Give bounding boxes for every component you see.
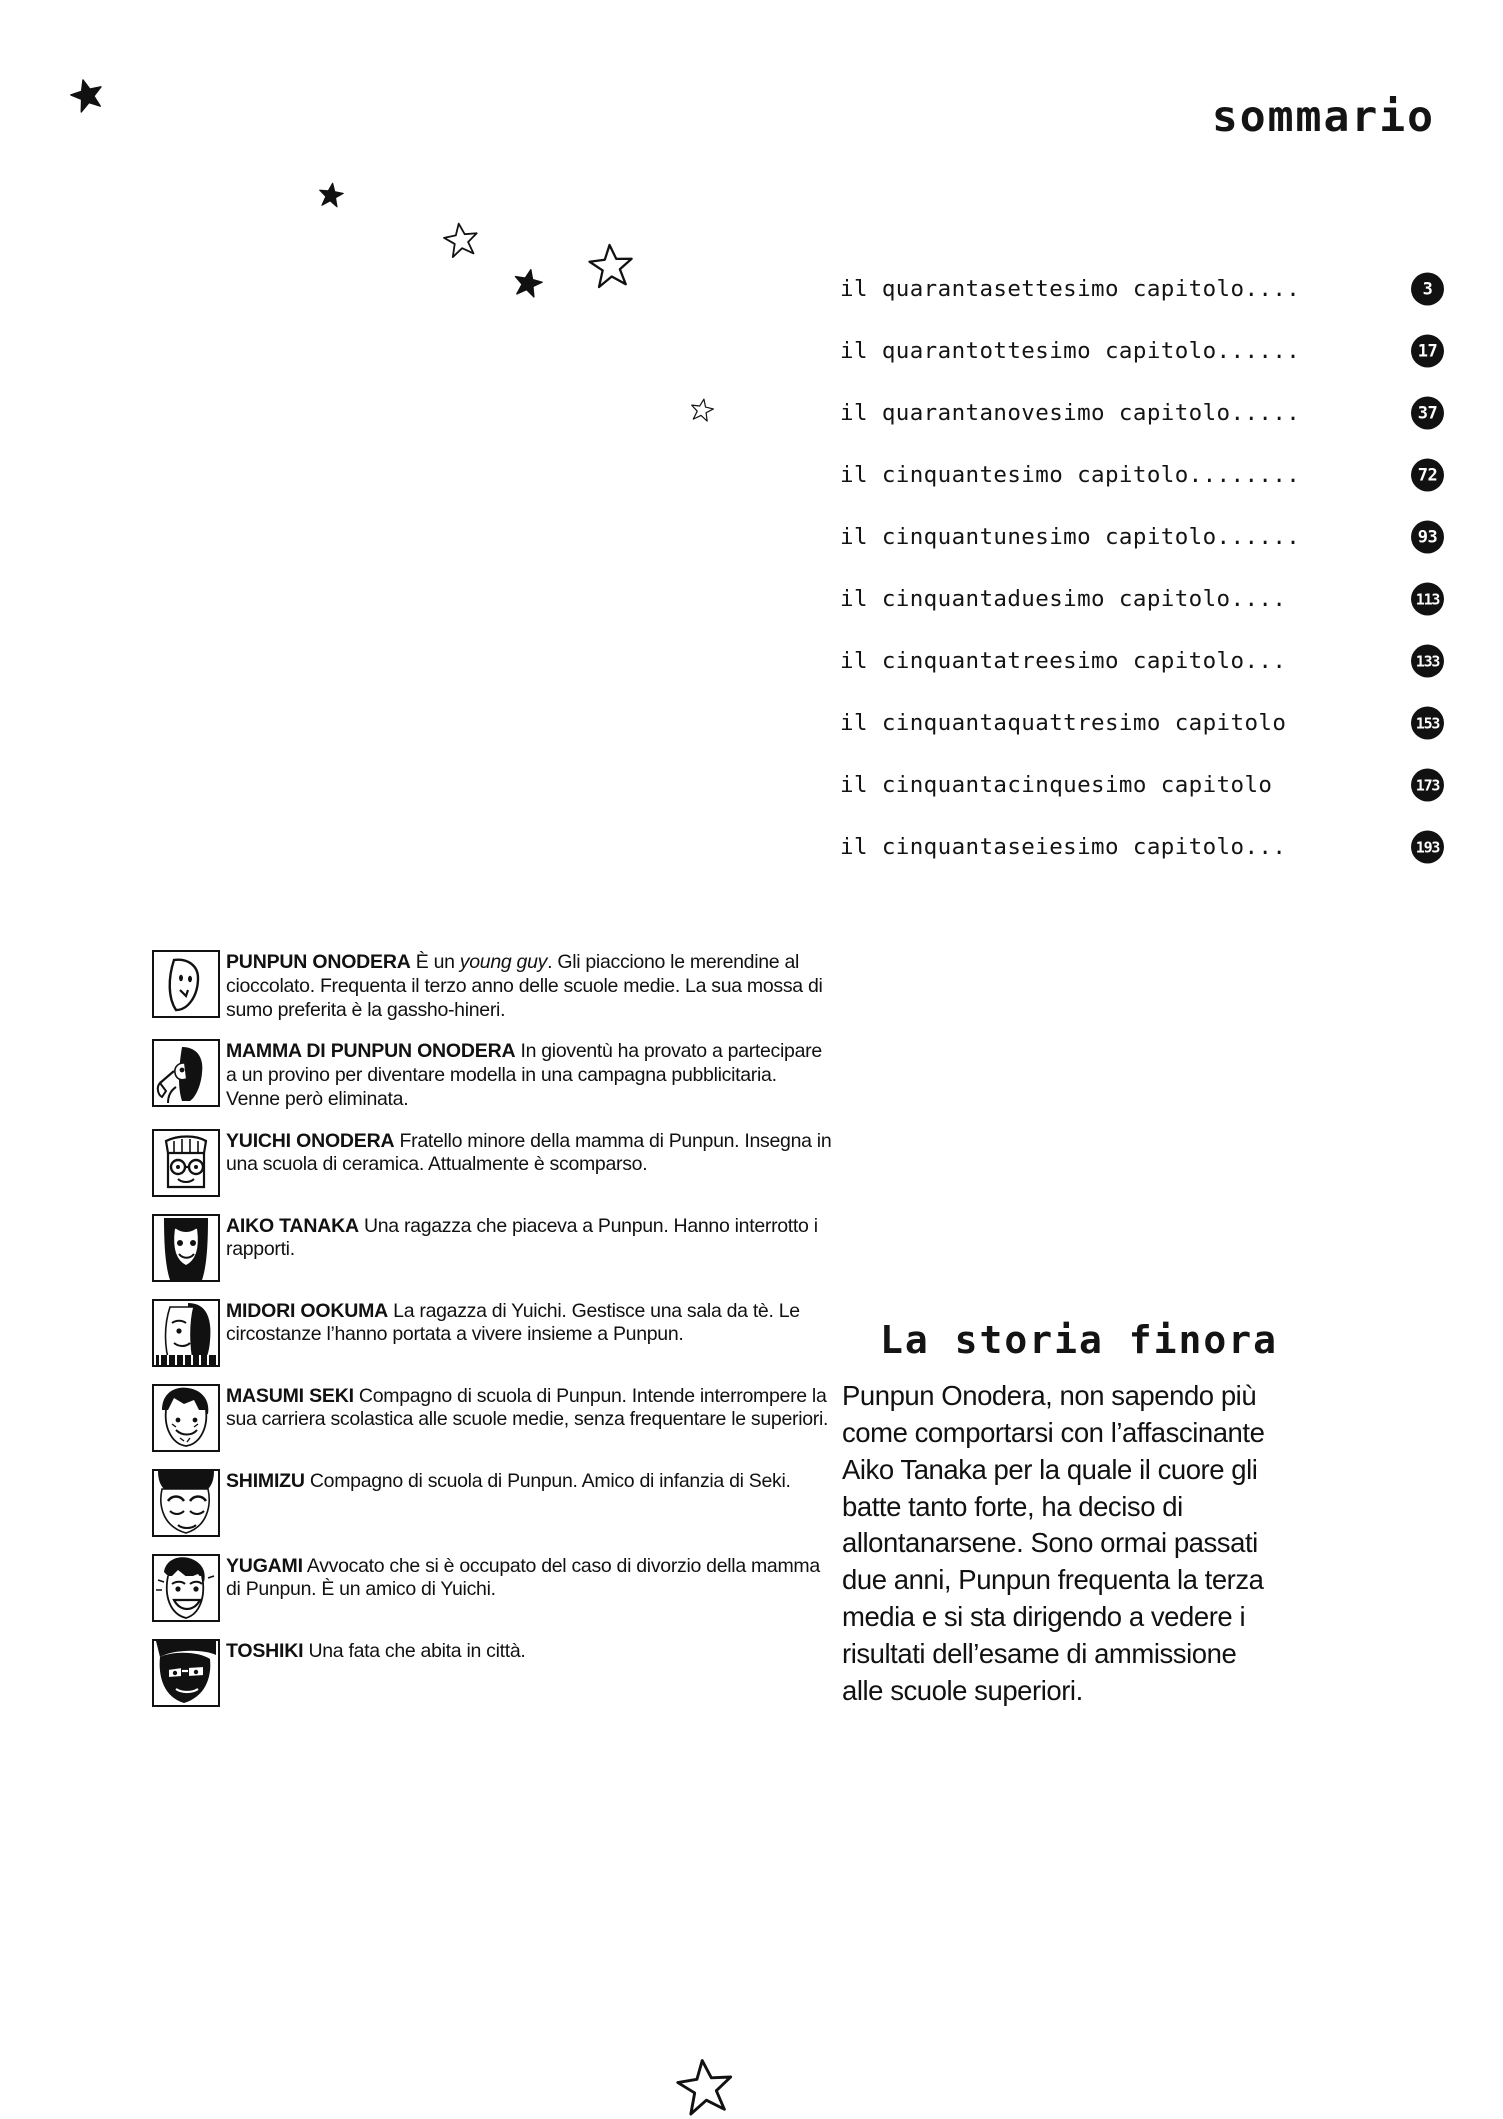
yugami-portrait <box>152 1554 220 1622</box>
toshiki-portrait <box>152 1639 220 1707</box>
toc-page-number-badge: 3 <box>1411 273 1444 306</box>
star-outline-upper-mid-icon <box>443 222 479 258</box>
toc-entry-label: il cinquantatreesimo capitolo <box>840 648 1245 674</box>
character-description <box>226 1554 832 1603</box>
character-description-text: Avvocato che si è occupato del caso di divorzio della mamma di Punpun. È un amico di Yuichi. <box>226 1554 820 1601</box>
character-name: AIKO TANAKA <box>226 1214 359 1237</box>
toc-page-number-badge: 153 <box>1411 707 1444 740</box>
character-list <box>152 950 832 1724</box>
character-description <box>226 1129 832 1178</box>
toc-entry-label: il quarantottesimo capitolo <box>840 338 1217 364</box>
character-description <box>226 1469 791 1494</box>
toc-entry-label: il cinquantaquattresimo capitolo <box>840 710 1287 736</box>
character-name: TOSHIKI <box>226 1639 304 1662</box>
toc-dot-leader: ..... <box>1230 400 1301 426</box>
yuichi-portrait <box>152 1129 220 1197</box>
character-description-text: La ragazza di Yuichi. Gestisce una sala da tè. Le circostanze l’hanno portata a vivere insieme a Punpun. <box>226 1299 800 1346</box>
toc-entry-label: il cinquantaseiesimo capitolo <box>840 834 1245 860</box>
star-filled-upper-mid-icon <box>318 182 344 208</box>
toc-dot-leader: ... <box>1244 648 1287 674</box>
toc-entry[interactable] <box>840 258 1460 320</box>
toc-entry-label: il quarantanovesimo capitolo <box>840 400 1231 426</box>
toc-entry[interactable] <box>840 320 1460 382</box>
character-description-emphasis: young guy <box>459 951 548 973</box>
character-entry <box>152 1469 832 1537</box>
toc-dot-leader: ...... <box>1216 338 1301 364</box>
character-name: SHIMIZU <box>226 1469 305 1492</box>
character-description-text: È un <box>410 951 460 973</box>
star-outline-bottom-icon <box>676 2058 734 2116</box>
character-description-text: Compagno di scuola di Punpun. Amico di infanzia di Seki. <box>304 1469 791 1492</box>
toc-dot-leader: ... <box>1244 834 1287 860</box>
star-filled-mid-icon <box>513 268 543 298</box>
aiko-portrait <box>152 1214 220 1282</box>
mamma-portrait <box>152 1039 220 1107</box>
toc-page-number-badge: 72 <box>1411 459 1444 492</box>
character-description-text: Una ragazza che piaceva a Punpun. Hanno interrotto i rapporti. <box>226 1214 818 1261</box>
toc-page-number-badge: 113 <box>1411 583 1444 616</box>
story-so-far-title: La storia finora <box>880 1318 1279 1362</box>
toc-dot-leader: .... <box>1244 276 1301 302</box>
character-entry <box>152 1384 832 1452</box>
character-description <box>226 1039 832 1111</box>
character-entry <box>152 1639 832 1707</box>
character-description-text: Fratello minore della mamma di Punpun. Insegna in una scuola di ceramica. Attualmente è scomparso. <box>226 1129 832 1176</box>
character-name: MAMMA DI PUNPUN ONODERA <box>226 1040 516 1063</box>
toc-entry[interactable] <box>840 444 1460 506</box>
character-description-text-cont: . Gli piacciono le merendine al cioccolato. Frequenta il terzo anno delle scuole medie. La sua mossa di sumo preferita è la gassho-hineri. <box>226 951 823 1021</box>
star-outline-small-toc-icon <box>690 398 714 422</box>
toc-page-number-badge: 173 <box>1411 769 1444 802</box>
character-description-text: Compagno di scuola di Punpun. Intende interrompere la sua carriera scolastica alle scuole medie, senza frequentare le superiori. <box>226 1384 829 1431</box>
star-filled-top-left-icon <box>70 78 104 112</box>
toc-entry-label: il cinquantacinquesimo capitolo <box>840 772 1273 798</box>
character-name: MIDORI OOKUMA <box>226 1299 389 1322</box>
toc-dot-leader: ........ <box>1188 462 1301 488</box>
toc-entry[interactable] <box>840 816 1460 878</box>
masumi-portrait <box>152 1384 220 1452</box>
character-entry <box>152 950 832 1022</box>
character-description <box>226 1639 526 1664</box>
toc-dot-leader: .... <box>1230 586 1287 612</box>
toc-entry[interactable] <box>840 692 1460 754</box>
toc-entry[interactable] <box>840 506 1460 568</box>
character-description <box>226 1299 832 1348</box>
toc-entry[interactable] <box>840 754 1460 816</box>
toc-entry-label: il cinquantesimo capitolo <box>840 462 1189 488</box>
toc-entry-label: il cinquantunesimo capitolo <box>840 524 1217 550</box>
star-outline-toc-icon <box>588 243 634 289</box>
character-entry <box>152 1039 832 1111</box>
character-description-text: In gioventù ha provato a partecipare a un provino per diventare modella in una campagna pubblicitaria. Venne però eliminata. <box>226 1040 822 1110</box>
character-description-text: Una fata che abita in città. <box>303 1639 526 1662</box>
toc-dot-leader: ...... <box>1216 524 1301 550</box>
punpun-portrait <box>152 950 220 1018</box>
character-description <box>226 1384 832 1433</box>
toc-entry[interactable] <box>840 630 1460 692</box>
toc-page-number-badge: 193 <box>1411 831 1444 864</box>
character-name: YUGAMI <box>226 1554 303 1577</box>
toc-page-number-badge: 37 <box>1411 397 1444 430</box>
toc-entry[interactable] <box>840 568 1460 630</box>
table-of-contents <box>840 258 1460 878</box>
character-entry <box>152 1554 832 1622</box>
midori-portrait <box>152 1299 220 1367</box>
toc-page-number-badge: 133 <box>1411 645 1444 678</box>
character-description <box>226 1214 832 1263</box>
story-so-far-body: Punpun Onodera, non sapendo più come comportarsi con l’affascinante Aiko Tanaka per la quale il cuore gli batte tanto forte, ha deciso di allontanarsene. Sono ormai passati due anni, Punpun frequenta la terza media e si sta dirigendo a vedere i risultati dell’esame di ammissione alle scuole superiori. <box>842 1380 1265 1706</box>
toc-entry-label: il quarantasettesimo capitolo <box>840 276 1245 302</box>
shimizu-portrait <box>152 1469 220 1537</box>
character-name: YUICHI ONODERA <box>226 1129 395 1152</box>
toc-page-number-badge: 93 <box>1411 521 1444 554</box>
character-name: MASUMI SEKI <box>226 1384 354 1407</box>
character-entry <box>152 1299 832 1367</box>
character-entry <box>152 1129 832 1197</box>
toc-page-number-badge: 17 <box>1411 335 1444 368</box>
character-description <box>226 950 832 1022</box>
character-name: PUNPUN ONODERA <box>226 951 411 973</box>
character-entry <box>152 1214 832 1282</box>
toc-entry[interactable] <box>840 382 1460 444</box>
page-title: sommario <box>1211 92 1435 142</box>
toc-entry-label: il cinquantaduesimo capitolo <box>840 586 1231 612</box>
